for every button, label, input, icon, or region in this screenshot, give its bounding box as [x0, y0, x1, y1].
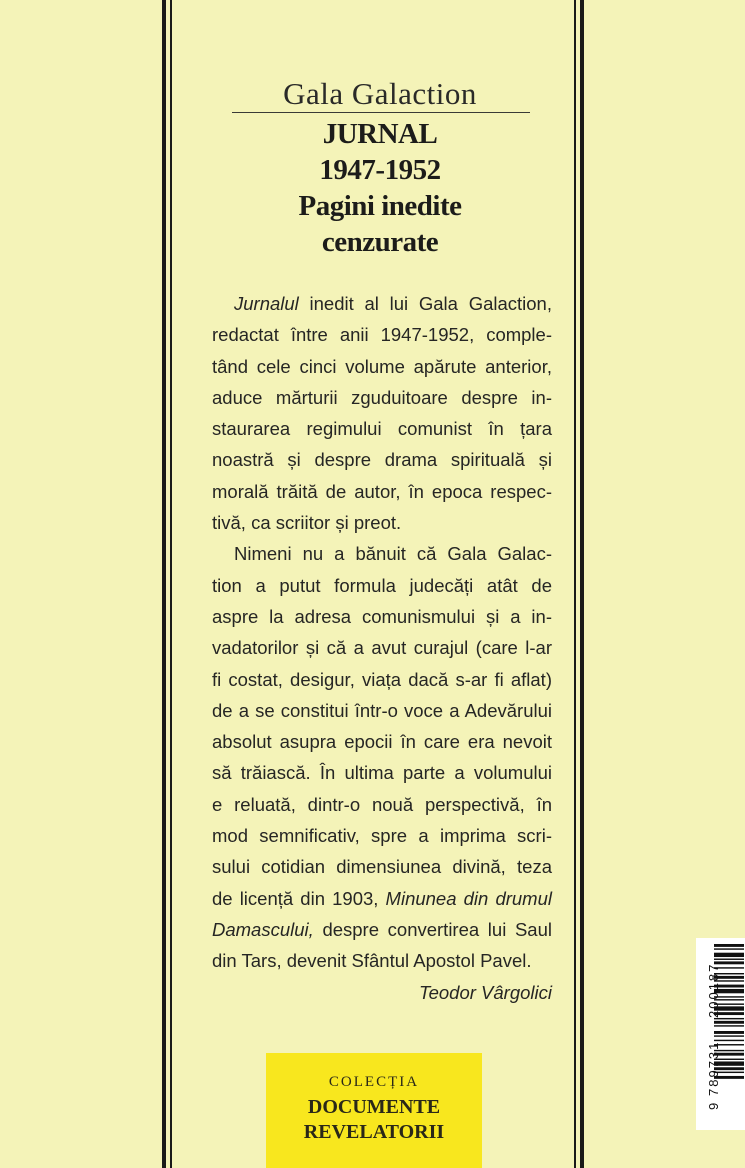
blurb-line: redactat între anii 1947-1952, comple-: [212, 324, 552, 346]
blurb-line: fi costat, desigur, viața dacă s-ar fi aflat): [212, 668, 552, 690]
frame-line-right-outer: [580, 0, 584, 1168]
author-rule: [232, 112, 530, 113]
isbn-digits: [706, 938, 721, 1110]
collection-name: [266, 1095, 482, 1145]
blurb-line: tion a putut formula judecăți atât de: [212, 574, 552, 596]
blurb-line: staurarea regimului comunist în țara: [212, 418, 552, 440]
blurb-line: Damascului, despre convertirea lui Saul: [212, 918, 552, 940]
blurb-line: tând cele cinci volume apărute anterior,: [212, 355, 552, 377]
blurb-line: morală trăită de autor, în epoca respec-: [212, 480, 552, 502]
blurb-line: din Tars, devenit Sfântul Apostol Pavel.: [212, 950, 532, 972]
blurb-line: sului cotidian dimensiunea divină, teza: [212, 856, 552, 878]
isbn-right-group: 200187: [706, 962, 721, 1018]
blurb-line: de licență din 1903, Minunea din drumul: [212, 887, 552, 909]
blurb-line: mod semnificativ, spre a imprima scri-: [212, 825, 552, 847]
blurb-line: noastră și despre drama spirituală și: [212, 449, 552, 471]
collection-name-line: REVELATORII: [303, 1121, 445, 1143]
collection-label: COLECȚIA: [328, 1074, 420, 1090]
blurb-line: tivă, ca scriitor și preot.: [212, 512, 402, 534]
frame-line-right-inner: [574, 0, 576, 1168]
blurb-line: Jurnalul inedit al lui Gala Galaction,: [234, 293, 552, 314]
title-line: Pagini inedite: [298, 190, 462, 222]
collection-badge: [266, 1053, 482, 1168]
title-line: 1947-1952: [319, 154, 441, 186]
blurb-line: absolut asupra epocii în care era nevoit: [212, 731, 552, 753]
frame-line-left-inner: [170, 0, 172, 1168]
frame-line-left-outer: [162, 0, 166, 1168]
blurb-line: e reluată, dintr-o nouă perspectivă, în: [212, 793, 552, 815]
blurb-line: aspre la adresa comunismului și a in-: [212, 605, 552, 627]
signature: Teodor Vârgolici: [418, 981, 552, 1003]
blurb-line: să trăiască. În ultima parte a volumului: [212, 762, 552, 784]
isbn-left-group: 789731: [706, 1040, 721, 1096]
book-title: [230, 116, 530, 260]
blurb-line: aduce mărturii zguduitoare despre in-: [212, 386, 552, 408]
collection-name-line: DOCUMENTE: [307, 1096, 441, 1118]
title-line: cenzurate: [321, 226, 439, 258]
author-name: Gala Galaction: [283, 76, 477, 111]
blurb-line: de a se constitui într-o voce a Adevărului: [212, 699, 552, 721]
title-line: JURNAL: [322, 118, 438, 150]
blurb-line: vadatorilor și că a avut curajul (care l-ar: [212, 637, 552, 659]
blurb-text: [212, 288, 552, 1008]
isbn-first-digit: 9: [706, 1102, 721, 1110]
blurb-line: Nimeni nu a bănuit că Gala Galac-: [234, 543, 552, 565]
